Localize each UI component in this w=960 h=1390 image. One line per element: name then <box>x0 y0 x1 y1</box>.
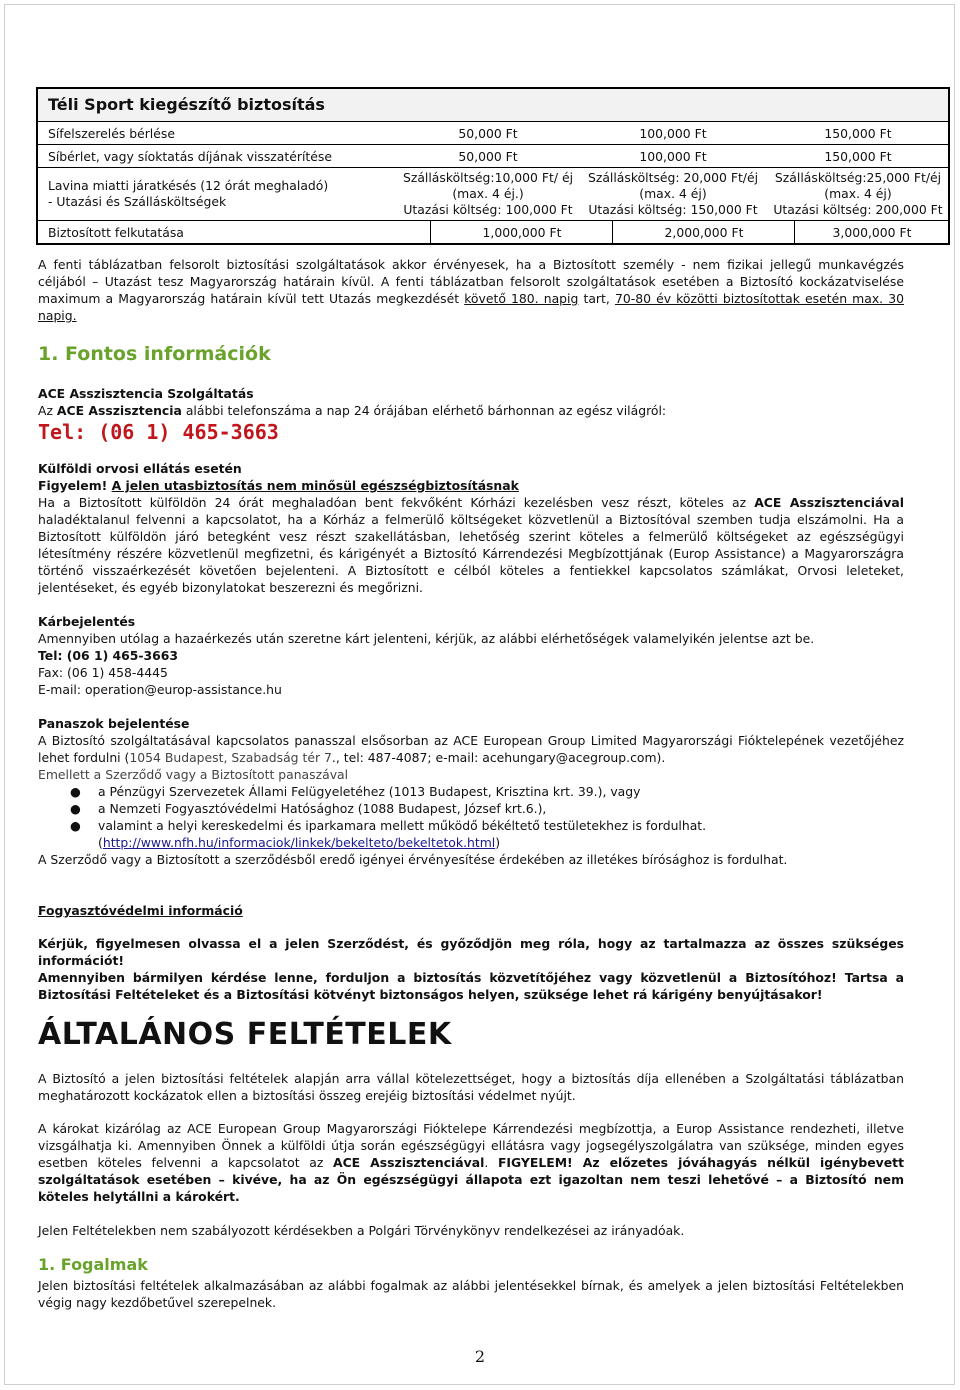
value-tier1: 50,000 Ft <box>458 148 518 164</box>
value-line: Szállásköltség: 20,000 Ft/éj <box>587 170 759 185</box>
table-row <box>38 122 948 145</box>
list-item: ● valamint a helyi kereskedelmi és iparkamara mellett működő békéltető testületekhez is fordulhat. (http://www.nfh.hu/informaciok/linkek/bekelteto/bekeltetok.html) <box>70 818 707 850</box>
text: ., tel: 487-4087; e-mail: acehungary@acegroup.com). <box>331 750 666 765</box>
value-tier3 <box>768 168 948 220</box>
intro-text: tart, <box>578 291 615 306</box>
text: alábbi telefonszáma a nap 24 órájában elérhető bárhonnan az egész világról: <box>181 403 667 418</box>
consumer-p2: Amennyiben bármilyen kérdése lenne, forduljon a biztosítás közvetítőjéhez vagy közvetlenül a Biztosítóhoz! Tartsa a Biztosítási Feltételeket és a Biztosítási kötvényt biztonságos helyen, szüksége lehet rá kárigény benyújtásakor! <box>38 970 904 1002</box>
ace-line <box>38 402 904 419</box>
value-line: Utazási költség: 100,000 Ft <box>403 202 573 217</box>
value-tier2: 100,000 Ft <box>639 148 707 164</box>
figyelem-line <box>38 477 904 494</box>
bullet-icon: ● <box>70 801 81 816</box>
table-title: Téli Sport kiegészítő biztosítás <box>38 89 948 122</box>
general-p3: Jelen Feltételekben nem szabályozott kérdésekben a Polgári Törvénykönyv rendelkezései az irányadóak. <box>38 1223 685 1238</box>
row-label: Síbérlet, vagy síoktatás díjának visszatérítése <box>48 148 332 164</box>
table-row <box>38 221 948 243</box>
claim-text: Amennyiben utólag a hazaérkezés után szeretne kárt jelenteni, kérjük, az alábbi elérhetőségek valamelyikén jelentse azt be. <box>38 631 815 646</box>
row-label: Biztosított felkutatása <box>48 224 184 240</box>
text: Az <box>38 403 57 418</box>
value-line: (max. 4 éj.) <box>452 186 524 201</box>
intro-underlined: követő 180. napig <box>464 291 579 306</box>
bullet-icon: ● <box>70 818 81 833</box>
claim-phone: Tel: (06 1) 465-3663 <box>38 648 179 663</box>
value-tier2: 2,000,000 Ft <box>612 221 795 243</box>
value-tier1: 1,000,000 Ft <box>430 221 613 243</box>
intro-paragraph <box>38 256 904 324</box>
row-label-line: - Utazási és Szállásköltségek <box>48 194 227 209</box>
value-line: Utazási költség: 150,000 Ft <box>588 202 758 217</box>
value-tier1: 50,000 Ft <box>458 125 518 141</box>
nfh-link[interactable]: http://www.nfh.hu/informaciok/linkek/bekelteto/bekeltetok.html <box>102 835 496 850</box>
value-tier3: 150,000 Ft <box>824 125 892 141</box>
list-item <box>38 800 904 817</box>
text: ACE Asszisztenciával <box>754 495 904 510</box>
value-tier2 <box>578 168 768 220</box>
ace-phone: Tel: (06 1) 465-3663 <box>38 420 279 444</box>
claim-title: Kárbejelentés <box>38 614 136 629</box>
list-text: valamint a helyi kereskedelmi és iparkamara mellett működő békéltető testületekhez is fordulhat. <box>98 818 707 833</box>
value-tier2: 100,000 Ft <box>639 125 707 141</box>
complaint-closing: A Szerződő vagy a Biztosított a szerződésből eredő igényei érvényesítése érdekében az illetékes bírósághoz is fordulhat. <box>38 852 788 867</box>
text: 1054 Budapest, Szabadság tér 7 <box>129 750 332 765</box>
consumer-title: Fogyasztóvédelmi információ <box>38 903 243 918</box>
row-label: Sífelszerelés bérlése <box>48 125 175 141</box>
bullet-icon: ● <box>70 784 81 799</box>
row-label-line: Lavina miatti járatkésés (12 órát meghaladó) <box>48 178 329 193</box>
general-heading: ÁLTALÁNOS FELTÉTELEK <box>38 1017 452 1052</box>
concepts-heading: 1. Fogalmak <box>38 1255 148 1274</box>
table-row <box>38 168 948 221</box>
text: ACE Asszisztencia <box>56 403 182 418</box>
value-tier3: 3,000,000 Ft <box>794 221 949 243</box>
claim-fax: Fax: (06 1) 458-4445 <box>38 665 168 680</box>
intro-text: A fenti táblázatban felsorolt biztosítási szolgáltatások akkor érvényesek, ha a Biztosított személy - nem fizikai jellegű munkavégzés céljából – Utazást tesz Magyarország határain kívül. <box>38 257 904 289</box>
text: Figyelem! <box>38 478 112 493</box>
value-line: Szállásköltség:10,000 Ft/ éj <box>402 170 574 185</box>
page-number: 2 <box>474 1347 486 1366</box>
intro-underlined: 70-80 év közötti biztosítottak esetén max. 30 napig. <box>38 291 904 323</box>
kulfoldi-title: Külföldi orvosi ellátás esetén <box>38 461 242 476</box>
coverage-table <box>36 87 950 245</box>
text: Ha a Biztosított külföldön 24 órát meghaladóan bent fekvőként Kórházi kezelésben vesz részt, köteles az <box>38 495 755 510</box>
complaint-title: Panaszok bejelentése <box>38 716 190 731</box>
value-line: (max. 4 éj) <box>639 186 707 201</box>
table-row <box>38 145 948 168</box>
text: A Biztosító szolgáltatásával kapcsolatos panasszal elsősorban az ACE European Group Limited Magyarországi Fióktelepének vezetőjéhez lehet fordulni ( <box>38 733 904 765</box>
claim-email: E-mail: operation@europ-assistance.hu <box>38 682 282 697</box>
row-label <box>38 168 398 220</box>
value-tier1 <box>398 168 578 220</box>
value-line: Utazási költség: 200,000 Ft <box>773 202 943 217</box>
ace-title: ACE Asszisztencia Szolgáltatás <box>38 386 254 401</box>
concepts-text: Jelen biztosítási feltételek alkalmazásában az alábbi fogalmak az alábbi jelentésekkel bírnak, és amelyek a jelen biztosítási Feltételekben végig nagy kezdőbetűvel szerepelnek. <box>38 1278 904 1310</box>
general-p2 <box>38 1120 904 1205</box>
value-line: (max. 4 éj) <box>824 186 892 201</box>
complaint-paragraph <box>38 732 904 766</box>
consumer-p1: Kérjük, figyelmesen olvassa el a jelen Szerződést, és győződjön meg róla, hogy az tartalmazza az összes szükséges információt! <box>38 936 904 968</box>
text: . <box>484 1155 498 1170</box>
complaint-emellett: Emellett a Szerződő vagy a Biztosított panaszával <box>38 767 349 782</box>
list-text: a Nemzeti Fogyasztóvédelmi Hatósághoz (1088 Budapest, József krt.6.), <box>98 801 547 816</box>
list-item <box>38 783 904 800</box>
text: haladéktalanul felvenni a kapcsolatot, ha a Kórház a felmerülő költségeket közvetlenül a Biztosítóval szemben tudja elszámolni. Ha a Biztosított külföldön járó betegként vesz részt szakellátásban, lehetőség szerint köteles a felmerülő költségeket az egészségügyi létesítmény részére közvetlenül megfizetni, és kárigényét a Biztosító Kárrendezési Megbízottjának (Europ Assistance) a Magyarországra történő visszaérkezését követően bejelenteni. A Biztosított e célból köteles a fentiekkel kapcsolatos számlákat, Orvosi leleteket, jelentéseket, és egyéb bizonylatokat beszerezni és megőrizni. <box>38 512 904 595</box>
text: A jelen utasbiztosítás nem minősül egészségbiztosításnak <box>111 478 519 493</box>
general-p1: A Biztosító a jelen biztosítási feltételek alapján arra vállal kötelezettséget, hogy a biztosítás díja ellenében a Szolgáltatási táblázatban meghatározott kockázatok ellen a biztosítási összeg erejéig biztosítási védelmet nyújt. <box>38 1071 904 1103</box>
value-tier3: 150,000 Ft <box>824 148 892 164</box>
list-text: a Pénzügyi Szervezetek Állami Felügyeletéhez (1013 Budapest, Krisztina krt. 39.), vagy <box>98 784 641 799</box>
medical-paragraph <box>38 494 904 596</box>
section-heading: 1. Fontos információk <box>38 343 271 365</box>
intro-text: A fenti táblázatban felsorolt szolgáltatások esetében a Biztosító kockázatviselése maximum a Magyarország határain kívül tett Utazás megkezdését <box>38 274 904 306</box>
value-line: Szállásköltség:25,000 Ft/éj <box>774 170 942 185</box>
text: ACE Asszisztenciával <box>332 1155 485 1170</box>
complaint-list <box>38 783 904 851</box>
text: A károkat kizárólag az ACE European Group Magyarországi Fióktelepe Kárrendezési megbízottja, a Europ Assistance rendezheti, illetve vizsgálhatja ki. Amennyiben Önnek a külföldi útja során egészségügyi ellátásra vagy jogsegélyszolgálatra van szüksége, minden egyes esetben köteles felvenni a kapcsolatot az <box>38 1121 904 1170</box>
text: FIGYELEM! Az előzetes jóváhagyás nélkül igénybevett szolgáltatások esetében – kivéve, ha az Ön egészségügyi állapota ezt igazoltan nem teszi lehetővé – a Biztosító nem köteles helytállni a károkért. <box>38 1155 905 1204</box>
